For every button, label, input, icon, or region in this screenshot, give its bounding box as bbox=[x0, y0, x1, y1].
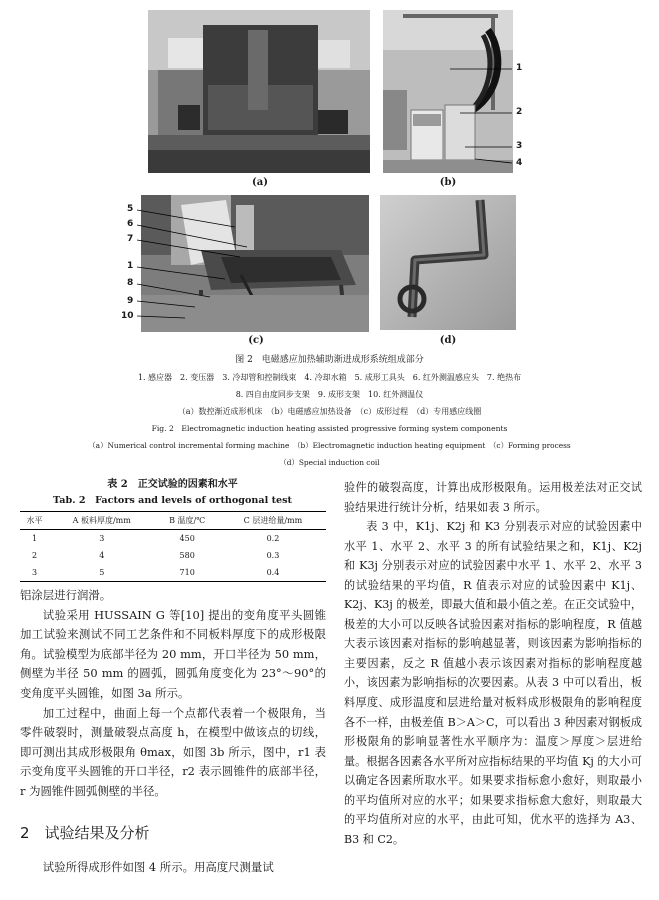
photo-cnc-machine bbox=[148, 10, 370, 173]
table-cell: 1 bbox=[31, 534, 38, 543]
table-title-cn: 表 2 正交试验的因素和水平 bbox=[107, 479, 238, 490]
table-cell: 580 bbox=[179, 551, 195, 560]
table-title-en: Tab. 2 Factors and levels of orthogonal test bbox=[53, 495, 292, 506]
paragraph: 加工过程中，曲面上每一个点都代表着一个极限角，当零件破裂时，测量破裂点高度 h，在模型中做该点的切线，即可测出其成形极限角 θmax，如图 3b 所示，图中，r1 表示变角度平头圆锥的开口半径，r2 表示圆锥件的底部半径，r 为圆锥件圆弧侧壁的半径。 bbox=[20, 705, 326, 798]
paragraph: 试验采用 HUSSAIN G 等[10] 提出的变角度平头圆锥加工试验来测试不同工艺条件和不同板料厚度下的成形极限角。试验模型为底部半径为 20 mm，开口半径为 50 mm，侧壁为半径 50 mm 的圆弧，圆弧角度变化为 23°～90°的变角度平头圆锥，如图 3a 所示。 bbox=[20, 607, 326, 700]
table-cell: 3 bbox=[99, 534, 105, 543]
photo-induction-coil bbox=[380, 195, 516, 330]
paragraph: 验件的破裂高度，计算出成形极限角。运用极差法对正交试验结果进行统计分析，结果如表 3 所示。 bbox=[344, 481, 642, 514]
figure-legend-en-1: （a）Numerical control incremental forming machine （b）Electromagnetic induction heating equipment （c）Forming process bbox=[88, 441, 571, 450]
table-header: A 板料厚度/mm bbox=[72, 516, 131, 525]
left-column-tail bbox=[20, 858, 326, 878]
table-cell: 0.2 bbox=[266, 534, 280, 543]
table-row bbox=[20, 547, 326, 564]
table-cell: 2 bbox=[31, 551, 38, 560]
table-header: B 温度/℃ bbox=[169, 516, 206, 525]
figure-legend-cn-2: 8. 四自由度同步支架 9. 成形支架 10. 红外测温仪 bbox=[235, 390, 424, 399]
callout-c-9: 9 bbox=[127, 296, 134, 306]
figure-legend-en-2: （d）Special induction coil bbox=[279, 458, 380, 467]
table-cell: 710 bbox=[179, 568, 195, 577]
table-header: 水平 bbox=[26, 516, 43, 525]
callout-c-10: 10 bbox=[121, 311, 134, 321]
left-column-body bbox=[20, 586, 326, 802]
paragraph: 表 3 中，K1j、K2j 和 K3 分别表示对应的试验因素中水平 1、水平 2、水平 3 的所有试验结果之和，K1j、K2j 和 K3j 分别表示对应的试验因素中水平 1、水平 2、水平 3 的试验结果的平均值，R 值表示对应的试验因素中 K1j、K2j、K3j 的极差，即最大值和最小值之差。在正交试验中，极差的大小可以反映各试验因素对指标的影响程度，R 值越大表示该因素对指标的影响越显著，则该因素为影响指标的主要因素，反之 R 值越小表示该因素对指标的影响程度越小，该因素为影响指标的次要因素。从表 3 中可以看出，板料厚度、成形温度和层进给量对板料成形极限角的影响程度各不一样，由极差值 B＞A＞C，可以看出 3 种因素对钢板成形极限角的影响显著性水平顺序为：温度＞厚度＞层进给量。根据各因素各水平所对应指标结果的平均值 Kj 的大小可以确定各因素所取水平。如果要求指标愈小愈好，则取最小的平均值所对应的水平；如果要求指标愈大愈好，则取最大的平均值所对应的水平，由此可知，优水平的选择为 A3、B3 和 C2。 bbox=[344, 520, 642, 846]
callout-b-3: 3 bbox=[516, 141, 523, 151]
callout-b-1: 1 bbox=[516, 63, 523, 73]
figure-caption-cn: 图 2 电磁感应加热辅助渐进成形系统组成部分 bbox=[235, 355, 424, 365]
callout-c-7: 7 bbox=[127, 234, 134, 244]
table-cell: 450 bbox=[179, 534, 195, 543]
table-cell: 0.4 bbox=[266, 568, 280, 577]
table-header: C 层进给量/mm bbox=[243, 516, 303, 525]
paragraph: 铝涂层进行润滑。 bbox=[20, 588, 112, 602]
panel-label-a: (a) bbox=[252, 177, 268, 188]
figure-legend-cn-3: （a）数控渐近成形机床 （b）电磁感应加热设备 （c）成形过程 （d）专用感应线圈 bbox=[177, 407, 482, 416]
section-heading: 2 试验结果及分析 bbox=[20, 824, 150, 842]
callout-b-2: 2 bbox=[516, 107, 523, 117]
paragraph: 试验所得成形件如图 4 所示。用高度尺测量试 bbox=[42, 860, 274, 874]
right-column-body bbox=[344, 478, 642, 849]
callout-c-5: 5 bbox=[127, 204, 134, 214]
table-cell: 5 bbox=[99, 568, 105, 577]
table-row bbox=[20, 564, 326, 582]
callout-lines-c bbox=[135, 205, 275, 325]
panel-label-d: (d) bbox=[439, 335, 457, 346]
table-cell: 0.3 bbox=[266, 551, 280, 560]
panel-label-c: (c) bbox=[248, 335, 264, 346]
callout-c-1: 1 bbox=[127, 261, 134, 271]
callout-b-4: 4 bbox=[516, 158, 523, 168]
callout-c-8: 8 bbox=[127, 278, 134, 288]
table-cell: 4 bbox=[99, 551, 105, 560]
callout-c-6: 6 bbox=[127, 219, 134, 229]
figure-legend-cn-1: 1. 感应器 2. 变压器 3. 冷却管和控制线束 4. 冷却水箱 5. 成形工具头 6. 红外测温感应头 7. 绝热布 bbox=[137, 373, 522, 382]
table-row bbox=[20, 530, 326, 548]
orthogonal-test-table bbox=[20, 511, 326, 582]
panel-label-b: (b) bbox=[439, 177, 457, 188]
table-cell: 3 bbox=[31, 568, 38, 577]
figure-caption-en: Fig. 2 Electromagnetic induction heating assisted progressive forming system components bbox=[151, 424, 508, 433]
